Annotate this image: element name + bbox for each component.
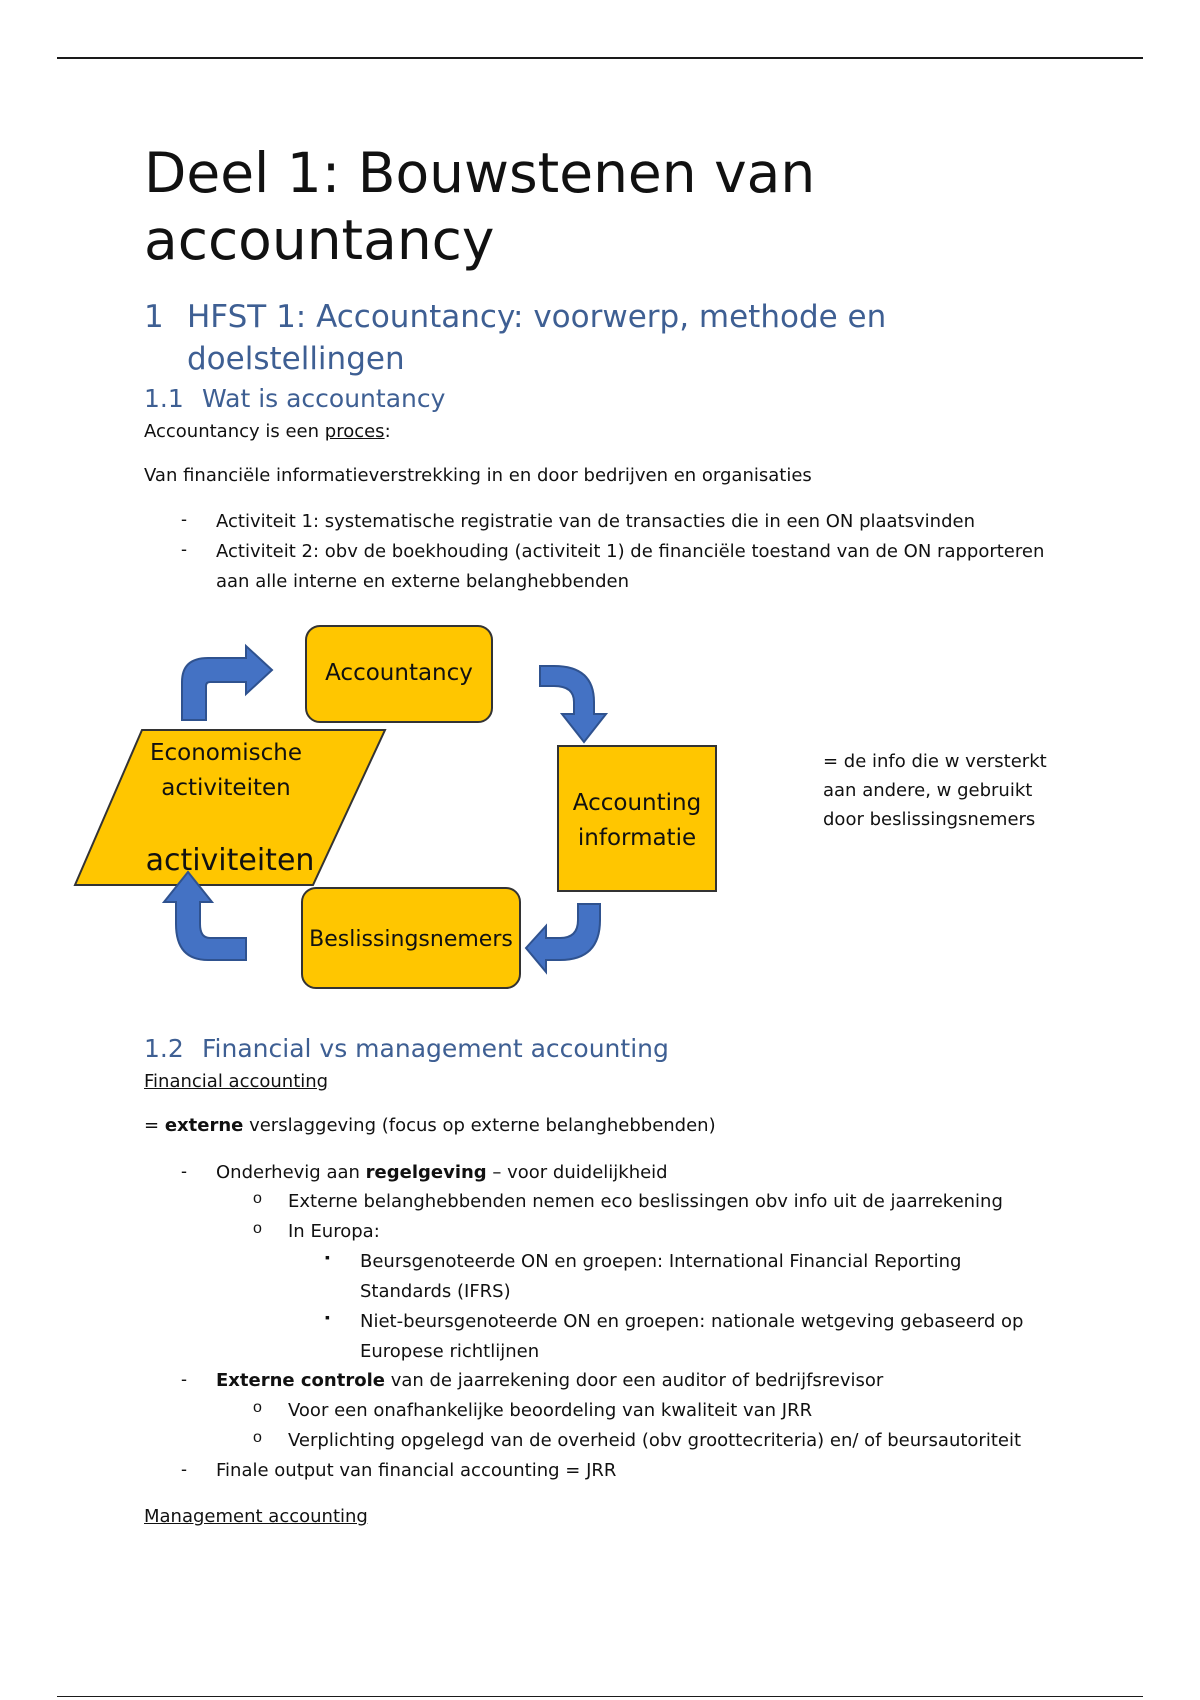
accountancy-cycle-diagram [70, 620, 730, 1000]
chapter-title: HFST 1: Accountancy: voorwerp, methode en doelstellingen [187, 299, 887, 377]
accounting-informatie-box [558, 746, 716, 891]
section-1-1-intro: Accountancy is een proces: [144, 421, 391, 442]
circle-bullet: o [253, 1429, 262, 1446]
accountancy-label: Accountancy [325, 660, 473, 686]
regelgeving-item: Onderhevig aan regelgeving – voor duidelijkheid [216, 1162, 668, 1183]
activity-2: Activiteit 2: obv de boekhouding (activiteit 1) de financiële toestand van de ON rapporteren [216, 541, 1045, 562]
ifrs-item-line1: Beursgenoteerde ON en groepen: International Financial Reporting [360, 1251, 962, 1272]
diagram-note: = de info die w versterkt aan andere, w gebruikt door beslissingsnemers [823, 751, 1047, 830]
square-bullet: ▪ [325, 1249, 330, 1265]
finale-output-item: Finale output van financial accounting = JRR [216, 1460, 617, 1481]
arrow-left-icon [526, 904, 600, 972]
section-1-2-heading: 1.2 Financial vs management accounting [144, 1034, 669, 1063]
chapter-heading [144, 296, 1004, 380]
externe-controle-sub-2: Verplichting opgelegd van de overheid (obv groottecriteria) en/ of beursautoriteit [288, 1430, 1022, 1451]
regelgeving-sub-2: In Europa: [288, 1221, 380, 1242]
dash-bullet: - [181, 1459, 187, 1479]
circle-bullet: o [253, 1220, 262, 1237]
arrow-down-right-icon [540, 666, 606, 742]
circle-bullet: o [253, 1190, 262, 1207]
management-accounting-label: Management accounting [144, 1506, 368, 1527]
page-title: Deel 1: Bouwstenen van accountancy [144, 141, 816, 272]
square-bullet: ▪ [325, 1309, 330, 1325]
info-label-line1: Accounting [572, 790, 702, 816]
section-1-1-line2: Van financiële informatieverstrekking in en door bedrijven en organisaties [144, 465, 812, 486]
nationale-item-line2: Europese richtlijnen [360, 1341, 540, 1362]
financial-accounting-definition: = externe verslaggeving (focus op externe belanghebbenden) [144, 1115, 716, 1136]
circle-bullet: o [253, 1399, 262, 1416]
bottom-rule [57, 1696, 1143, 1697]
eco-label-line2: activiteiten [161, 775, 291, 801]
top-rule [57, 57, 1143, 59]
info-label-line2: informatie [577, 825, 697, 851]
section-1-1-heading: 1.1 Wat is accountancy [144, 384, 446, 413]
arrow-up-right-icon [182, 646, 272, 720]
nationale-item-line1: Niet-beursgenoteerde ON en groepen: nationale wetgeving gebaseerd op [360, 1311, 1024, 1332]
externe-controle-sub-1: Voor een onafhankelijke beoordeling van kwaliteit van JRR [288, 1400, 813, 1421]
dash-bullet: - [181, 539, 187, 559]
chapter-number: 1 [144, 299, 164, 335]
dash-bullet: - [181, 1369, 187, 1389]
dash-bullet: - [181, 509, 187, 529]
ifrs-item-line2: Standards (IFRS) [360, 1281, 511, 1302]
externe-controle-item: Externe controle van de jaarrekening door een auditor of bedrijfsrevisor [216, 1370, 884, 1391]
dash-bullet: - [181, 1161, 187, 1181]
financial-accounting-label: Financial accounting [144, 1071, 329, 1092]
activity-2-cont: aan alle interne en externe belanghebbenden [216, 571, 629, 592]
regelgeving-sub-1: Externe belanghebbenden nemen eco beslissingen obv info uit de jaarrekening [288, 1191, 1003, 1212]
eco-label-line1: Economische [149, 740, 303, 766]
activity-1: Activiteit 1: systematische registratie van de transacties die in een ON plaatsvinden [216, 511, 975, 532]
proces-term: proces [324, 421, 385, 442]
eco-label-line3: activiteiten [145, 843, 315, 878]
beslissingsnemers-label: Beslissingsnemers [309, 927, 513, 952]
